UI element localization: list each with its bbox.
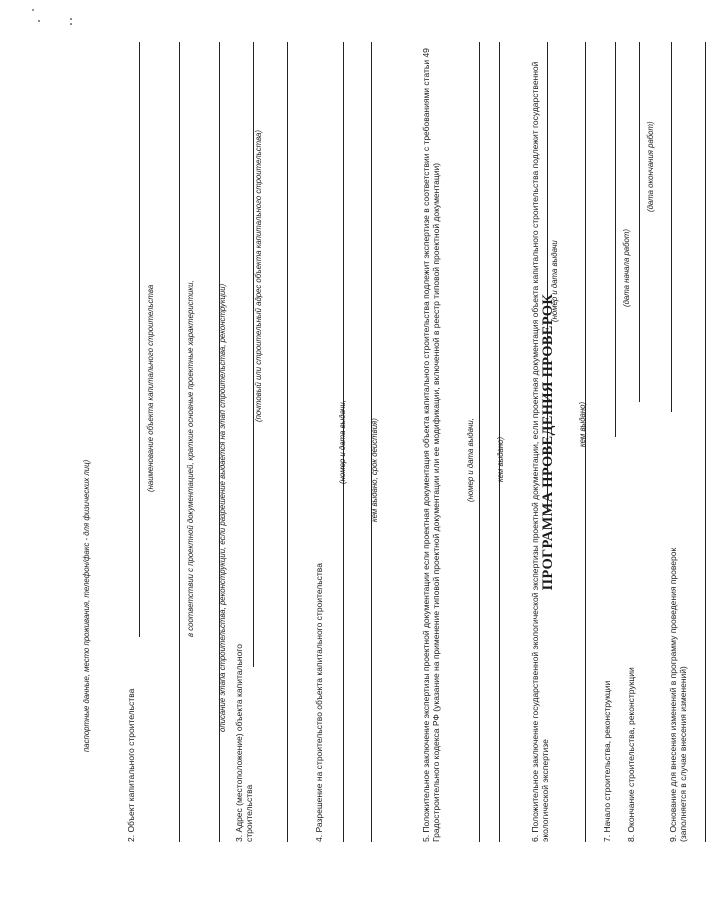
object-row — [104, 42, 144, 842]
address-label-line1: 3. Адрес (местоположение) объекта капитального — [234, 644, 244, 842]
address-label — [234, 602, 254, 842]
eco-caption-1: (номер и дата выдачи — [550, 240, 559, 322]
changes-line-2[interactable] — [705, 42, 706, 842]
expertise-label: 5. Положительное заключение экспертизы проектной документации если проектная документация объекта капитального строительства подлежит экспертизе в соответствии с требованиями статьи 49 Градостроительного кодекса РФ (указание на применение типовой проектной документации или ее модификации, включенной в реестр типовой проектной документации) — [421, 48, 441, 842]
expertise-caption-1: (номер и дата выдачи, — [466, 418, 475, 502]
rotated-form-sheet — [60, 42, 700, 842]
permit-caption-1: (номер и дата выдачи, — [338, 400, 347, 484]
address-label-line2: строительства — [244, 784, 254, 842]
end-row — [604, 42, 644, 842]
expertise-caption-2: кем выдано) — [496, 436, 505, 482]
end-caption: (дата окончания работ) — [646, 121, 655, 212]
start-label: 7. Начало строительства, реконструкции — [602, 680, 612, 842]
changes-label-line1: 9. Основание для внесения изменений в программу проведения проверок — [668, 547, 678, 842]
eco-label: 6. Положительное заключение государственной экологической экспертизы проектной документации, если проектная документация объекта капитального строительства подлежит государственной экологической экспертизе — [530, 61, 550, 842]
object-caption-1: (наименование объекта капитального строительства — [146, 284, 155, 492]
page-title: ПРОГРАММА ПРОВЕДЕНИЯ ПРОВЕРОК — [540, 293, 556, 591]
changes-row-2 — [670, 42, 710, 842]
start-caption: (дата начала работ) — [622, 229, 631, 307]
scan-specks — [20, 6, 100, 26]
changes-label-line2: (заполняется в случае внесения изменений) — [678, 666, 688, 842]
address-row — [210, 42, 258, 842]
end-line[interactable] — [639, 42, 640, 402]
permit-label: 4. Разрешение на строительство объекта капитального строительства — [314, 563, 324, 842]
address-row-2 — [252, 42, 292, 842]
header-caption: паспортные данные, место проживания, телефон/факс - для физических лиц) — [82, 459, 91, 752]
permit-caption-2: кем выдано, срок действия) — [370, 418, 379, 522]
object-caption-3: описание этапа строительства, реконструкции, если разрешение выдается на этап строительства, реконструкции) — [218, 283, 227, 732]
expertise-row — [395, 42, 443, 842]
permit-row-4 — [360, 42, 400, 842]
address-line-2[interactable] — [287, 42, 288, 842]
address-caption: (почтовый или строительный адрес объекта капитального строительства) — [254, 130, 263, 422]
object-label: 2. Объект капитального строительства — [126, 688, 136, 842]
end-label: 8. Окончание строительства, реконструкции — [626, 667, 636, 842]
object-line-2[interactable] — [179, 42, 180, 842]
object-caption-2: в соответствии с проектной документацией, краткие основные проектные характеристики, — [186, 280, 195, 637]
object-row-2 — [144, 42, 184, 842]
object-line[interactable] — [139, 42, 140, 637]
eco-caption-2: кем выдано) — [578, 401, 587, 447]
